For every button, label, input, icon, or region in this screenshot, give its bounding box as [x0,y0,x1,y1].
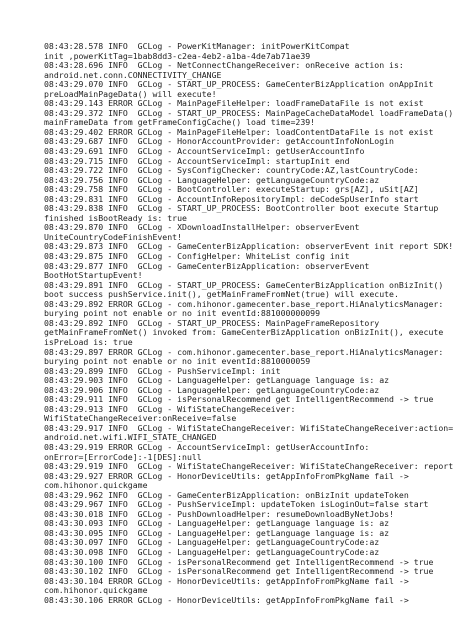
log-line: preLoadMainPageData() will execute! [44,88,217,99]
log-line: 08:43:28.696 INFO GCLog - NetConnectChangeReceiver: onReceive action is: [44,60,404,71]
log-line: 08:43:29.903 INFO GCLog - LanguageHelper: getLanguage language is: az [44,375,390,386]
log-line: 08:43:29.831 INFO GCLog - AccountInfoRepositoryImpl: deCodeSpUserInfo start [44,193,419,204]
log-line: burying point not enable or no init eventId:8810000059 [44,356,311,367]
log-line: 08:43:30.093 INFO GCLog - LanguageHelper: getLanguage language is: az [44,518,390,529]
log-line: 08:43:30.102 INFO GCLog - isPersonalRecommend get IntelligentRecommend -> true [44,566,434,577]
log-line: 08:43:29.919 ERROR GCLog - AccountServiceImpl: getUserAccountInfo: [44,441,370,452]
log-line: onError=[ErrorCode]:-1[DES]:null [44,451,202,462]
log-line: 08:43:29.691 INFO GCLog - AccountServiceImpl: getUserAccountInfo [44,146,365,157]
log-line: 08:43:29.927 ERROR GCLog - HonorDeviceUtils: getAppInfoFromPkgName fail -> [44,470,409,481]
log-document [44,42,464,605]
log-line: mainFrameData from getFrameConfigCache() load time=239! [44,117,316,128]
log-line: 08:43:29.917 INFO GCLog - WifiStateChangeReceiver: WifiStateChangeReceiver:action= [44,422,454,433]
log-line: 08:43:29.892 INFO GCLog - START_UP_PROCESS: MainPageFrameRepository [44,317,380,328]
log-line: 08:43:29.892 ERROR GCLog - com.hihonor.gamecenter.base_report.HiAnalyticsManager: [44,298,444,309]
log-line: 08:43:29.906 INFO GCLog - LanguageHelper: getLanguageCountryCode:az [44,384,380,395]
log-line: isPreLoad is: true [44,336,133,347]
log-line: UniteCountryCodeFinishEvent! [44,231,183,242]
log-line: 08:43:29.913 INFO GCLog - WifiStateChangeReceiver: [44,403,296,414]
log-line: 08:43:29.372 INFO GCLog - START_UP_PROCESS: MainPageCacheDataModel loadFrameData() [44,107,454,118]
log-line: 08:43:29.891 INFO GCLog - START_UP_PROCESS: GameCenterBizApplication onBizInit() [44,279,444,290]
log-line: 08:43:30.106 ERROR GCLog - HonorDeviceUtils: getAppInfoFromPkgName fail -> [44,594,409,605]
log-line: 08:43:30.098 INFO GCLog - LanguageHelper: getLanguageCountryCode:az [44,546,380,557]
log-line: 08:43:29.756 INFO GCLog - LanguageHelper: getLanguageCountryCode:az [44,174,380,185]
log-line: com.hihonor.quickgame [44,585,148,596]
log-line: init ,powerKitTag=1bab8dd3-c2ea-4eb2-a1ba-4de7ab71ae39 [44,50,311,61]
log-line: 08:43:29.758 INFO GCLog - BootController: executeStartup: grs[AZ], uSit[AZ] [44,184,419,195]
log-line: 08:43:28.578 INFO GCLog - PowerKitManager: initPowerKitCompat [44,41,350,51]
log-line: 08:43:29.838 INFO GCLog - START_UP_PROCESS: BootController boot execute Startup [44,203,439,214]
log-line: 08:43:30.097 INFO GCLog - LanguageHelper: getLanguageCountryCode:az [44,537,380,548]
log-line: getMainFrameFromNet() invoked from: GameCenterBizApplication onBizInit(), execute [44,327,444,338]
log-line: 08:43:29.962 INFO GCLog - GameCenterBizApplication: onBizInit updateToken [44,489,409,500]
log-line: com.hihonor.quickgame [44,480,148,491]
log-line: finished isBootReady is: true [44,212,187,223]
log-line: 08:43:29.967 INFO GCLog - PushServiceImpl: updateToken isLoginOut=false start [44,499,429,510]
log-line: 08:43:29.715 INFO GCLog - AccountServiceImpl: startupInit end [44,155,350,166]
log-line: 08:43:29.070 INFO GCLog - START_UP_PROCESS: GameCenterBizApplication onAppInit [44,79,434,90]
log-line: android.net.conn.CONNECTIVITY_CHANGE [44,69,222,80]
log-line: 08:43:29.875 INFO GCLog - ConfigHelper: WhiteList config init [44,251,350,262]
log-line: 08:43:30.104 ERROR GCLog - HonorDeviceUtils: getAppInfoFromPkgName fail -> [44,575,409,586]
log-line: boot success pushService.init(), getMainFrameFromNet(true) will execute. [44,289,399,300]
log-line: burying point not enable or no init eventId:881000000099 [44,308,321,319]
log-line: 08:43:29.911 INFO GCLog - isPersonalRecommend get IntelligentRecommend -> true [44,394,434,405]
log-line: 08:43:29.402 ERROR GCLog - MainPageFileHelper: loadContentDataFile is not exist [44,126,434,137]
log-line: WifiStateChangeReceiver:onReceive=false [44,413,237,424]
log-line: 08:43:29.899 INFO GCLog - PushServiceImpl: init [44,365,281,376]
log-line: 08:43:29.877 INFO GCLog - GameCenterBizApplication: observerEvent [44,260,370,271]
log-line: 08:43:30.100 INFO GCLog - isPersonalRecommend get IntelligentRecommend -> true [44,556,434,567]
log-line: 08:43:29.870 INFO GCLog - XDownloadInstallHelper: observerEvent [44,222,360,233]
log-line: 08:43:29.873 INFO GCLog - GameCenterBizApplication: observerEvent init report SDK! [44,241,454,252]
log-line: 08:43:29.687 INFO GCLog - HonorAccountProvider: getAccountInfoNonLogin [44,136,394,147]
log-line: 08:43:29.919 INFO GCLog - WifiStateChangeReceiver: WifiStateChangeReceiver: report [44,461,454,472]
log-line: BootHotStartupEvent! [44,270,143,281]
log-line: 08:43:30.018 INFO GCLog - PushDownloadHelper: resumeDownloadByNetJobs! [44,508,394,519]
log-line: 08:43:29.722 INFO GCLog - SysConfigChecker: countryCode:AZ,lastCountryCode: [44,165,419,176]
log-line: 08:43:29.897 ERROR GCLog - com.hihonor.gamecenter.base_report.HiAnalyticsManager: [44,346,444,357]
log-line: 08:43:29.143 ERROR GCLog - MainPageFileHelper: loadFrameDataFile is not exist [44,98,424,109]
log-line: android.net.wifi.WIFI_STATE_CHANGED [44,432,217,443]
log-line: 08:43:30.095 INFO GCLog - LanguageHelper: getLanguage language is: az [44,527,390,538]
